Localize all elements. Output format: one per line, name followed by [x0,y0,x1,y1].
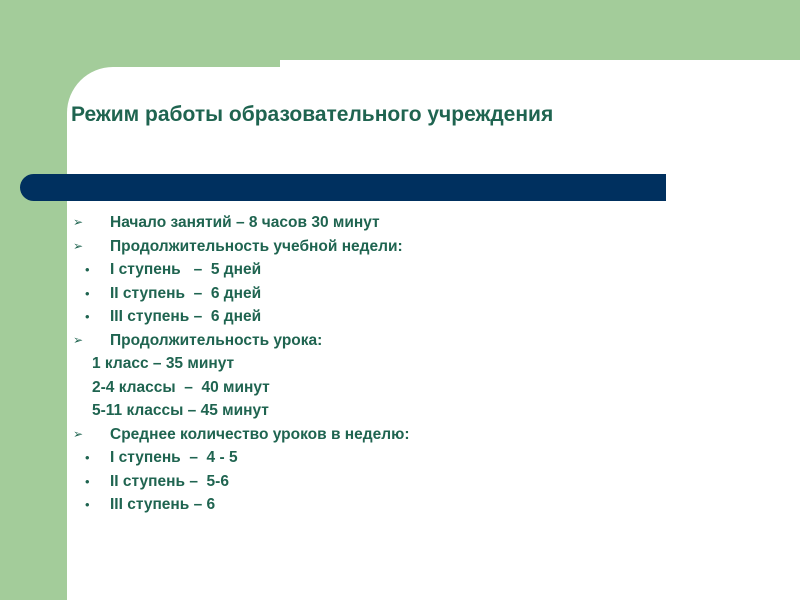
list-item-text: 5-11 классы – 45 минут [92,402,269,419]
list-item [72,235,672,259]
dot-bullet-icon: • [85,497,90,512]
list-item [72,423,672,447]
list-item [72,493,672,517]
list-item [72,305,672,329]
arrow-bullet-icon: ➢ [73,332,84,347]
list-item-text: II ступень – 5-6 [110,472,229,490]
arrow-bullet-icon: ➢ [73,238,84,253]
list-item [72,258,672,282]
list-item [72,470,672,494]
background-green-top-band [280,0,800,60]
list-item-text: Начало занятий – 8 часов 30 минут [110,214,380,231]
list-item [72,352,672,376]
list-item-text: 2-4 классы – 40 минут [92,378,270,396]
list-item-text: 1 класс – 35 минут [92,355,235,372]
list-item [72,329,672,353]
list-item-text: Продолжительность урока: [110,331,323,349]
list-item-text: Среднее количество уроков в неделю: [110,425,410,443]
dot-bullet-icon: • [85,473,90,489]
list-item-text: I ступень – 5 дней [110,261,262,278]
list-item [72,446,672,470]
title-divider-bar [20,174,666,201]
dot-bullet-icon: • [85,450,90,465]
list-item-text: I ступень – 4 - 5 [110,449,238,466]
list-item-text: Продолжительность учебной недели: [110,237,403,255]
list-item-text: II ступень – 6 дней [110,284,262,302]
list-item-text: III ступень – 6 дней [110,308,262,325]
bullet-list [72,211,672,517]
list-item [72,282,672,306]
dot-bullet-icon: • [85,309,90,324]
list-item [72,399,672,423]
list-item [72,376,672,400]
arrow-bullet-icon: ➢ [73,426,84,441]
arrow-bullet-icon: ➢ [73,215,84,229]
list-item-text: III ступень – 6 [110,496,216,513]
dot-bullet-icon: • [85,262,90,277]
slide-title: Режим работы образовательного учреждения [71,103,554,126]
list-item [72,211,672,235]
dot-bullet-icon: • [85,285,90,301]
